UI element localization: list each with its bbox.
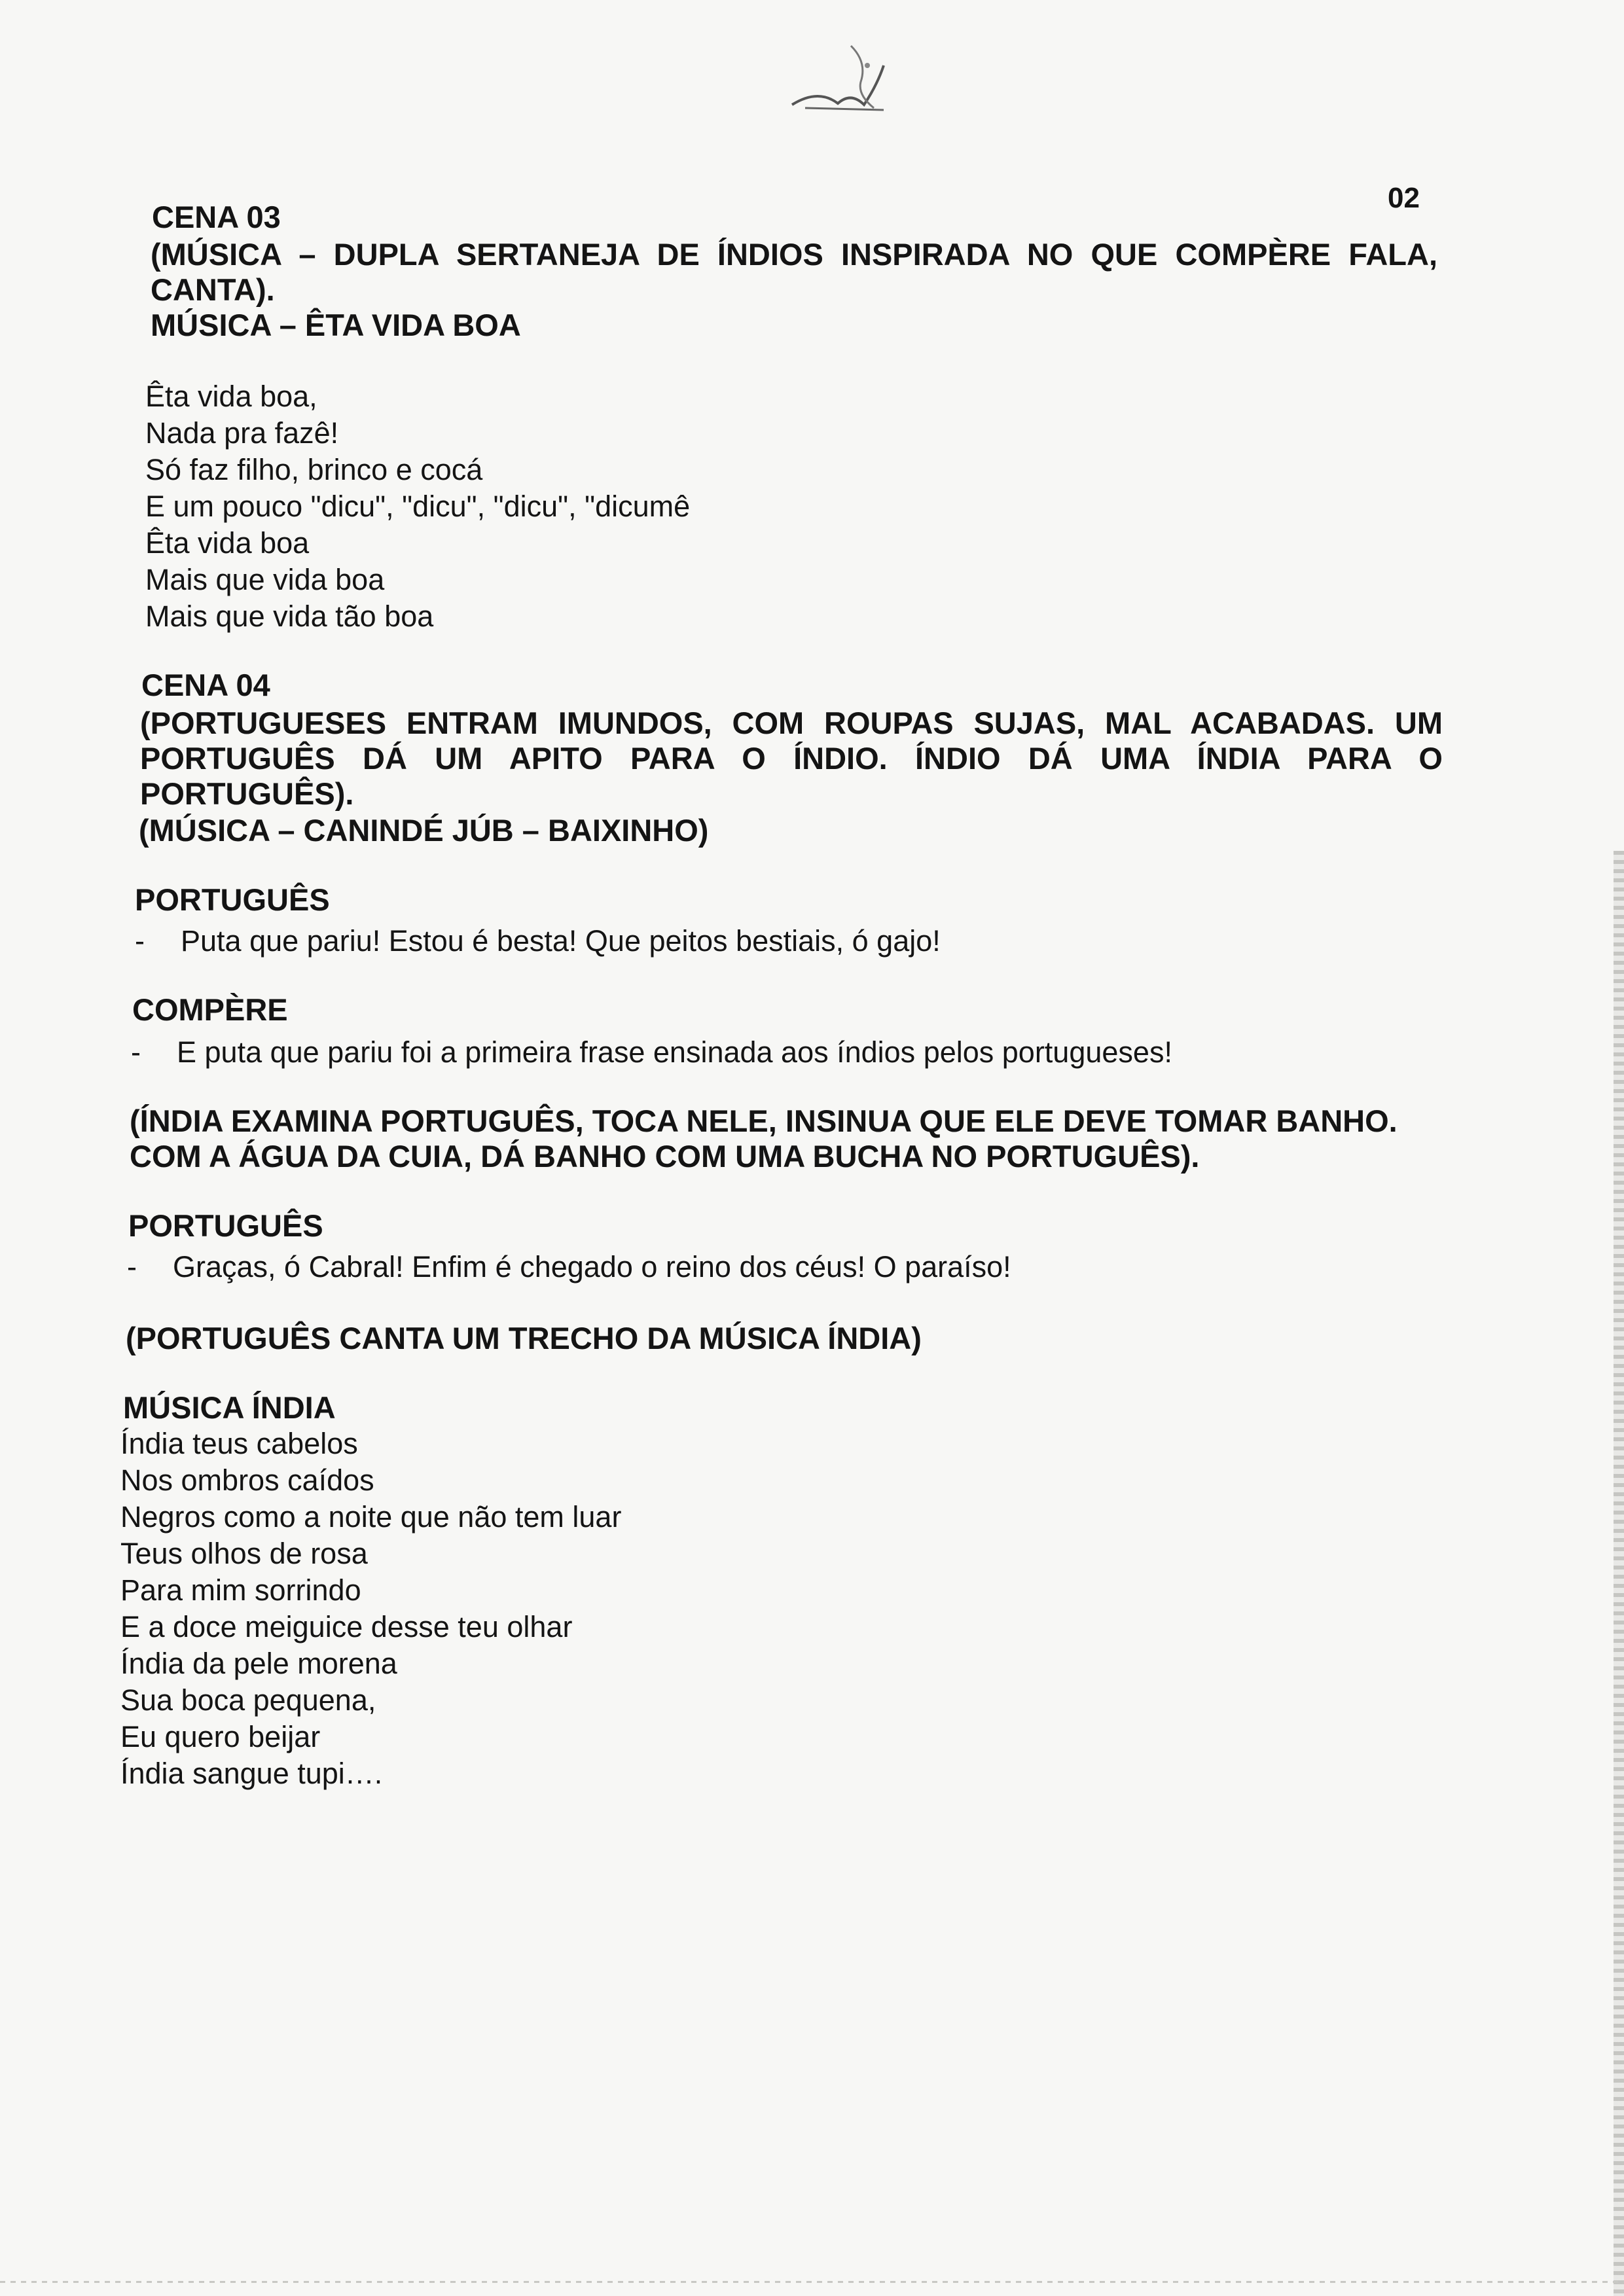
lyric-line: Êta vida boa, [145,380,317,413]
lyric-line: Sua boca pequena, [120,1683,376,1717]
dialogue-line-1 [135,923,941,960]
lyric-line: Êta vida boa [145,526,310,560]
stage-direction-sings: (PORTUGUÊS CANTA UM TRECHO DA MÚSICA ÍNDIA) [126,1321,922,1355]
lyric-line: Índia sangue tupi…. [120,1757,383,1790]
lyrics-musica-india [120,1426,621,1792]
stage-direction-04-line1: (PORTUGUESES ENTRAM IMUNDOS, COM ROUPAS SUJAS, MAL ACABADAS. UM [140,706,1443,740]
song-title-musica-india: MÚSICA ÍNDIA [123,1390,336,1425]
speaker-portugues-2: PORTUGUÊS [128,1208,323,1243]
dialogue-dash: - [127,1250,137,1283]
stage-direction-04-line2: PORTUGUÊS DÁ UM APITO PARA O ÍNDIO. ÍNDIO DÁ UMA ÍNDIA PARA O [140,741,1443,776]
lyric-line: Nos ombros caídos [120,1463,374,1497]
lyric-line: Eu quero beijar [120,1720,321,1753]
dialogue-text: Puta que pariu! Estou é besta! Que peitos bestiais, ó gajo! [181,924,941,958]
lyrics-eta-vida-boa [145,378,690,635]
lyric-line: Para mim sorrindo [120,1573,361,1607]
stage-direction-03-line2: CANTA). [151,272,275,307]
dialogue-dash: - [135,924,145,958]
page-number: 02 [1388,182,1420,214]
stage-direction-04-line3: PORTUGUÊS). [140,776,354,811]
scene-heading-03: CENA 03 [152,200,281,234]
stage-direction-india-line1: (ÍNDIA EXAMINA PORTUGUÊS, TOCA NELE, INSINUA QUE ELE DEVE TOMAR BANHO. [130,1103,1398,1138]
lyric-line: Só faz filho, brinco e cocá [145,453,483,486]
lyric-line: Negros como a noite que não tem luar [120,1500,622,1534]
lyric-line: E um pouco "dicu", "dicu", "dicu", "dicumê [145,490,691,523]
stage-direction-03-line1: (MÚSICA – DUPLA SERTANEJA DE ÍNDIOS INSPIRADA NO QUE COMPÈRE FALA, [151,237,1437,272]
dialogue-text: E puta que pariu foi a primeira frase ensinada aos índios pelos portugueses! [177,1035,1172,1069]
music-note-caninde: (MÚSICA – CANINDÉ JÚB – BAIXINHO) [139,813,709,848]
dialogue-line-2 [131,1034,1172,1071]
lyric-line: E a doce meiguice desse teu olhar [120,1610,573,1643]
lyric-line: Índia da pele morena [120,1647,397,1680]
song-title-eta-vida-boa: MÚSICA – ÊTA VIDA BOA [151,308,521,342]
dialogue-text: Graças, ó Cabral! Enfim é chegado o reino dos céus! O paraíso! [173,1250,1011,1283]
dialogue-line-3 [127,1249,1011,1285]
speaker-portugues-1: PORTUGUÊS [135,882,330,917]
scan-edge-right [1614,851,1624,2296]
lyric-line: Mais que vida tão boa [145,600,434,633]
lyric-line: Índia teus cabelos [120,1427,358,1460]
lyric-line: Nada pra fazê! [145,416,339,450]
dialogue-dash: - [131,1035,141,1069]
stage-direction-india-line2: COM A ÁGUA DA CUIA, DÁ BANHO COM UMA BUCHA NO PORTUGUÊS). [130,1139,1200,1174]
lyric-line: Mais que vida boa [145,563,385,596]
scene-heading-04: CENA 04 [141,668,270,702]
scan-edge-bottom [0,2281,1624,2283]
lyric-line: Teus olhos de rosa [120,1537,368,1570]
speaker-compere: COMPÈRE [132,992,288,1027]
